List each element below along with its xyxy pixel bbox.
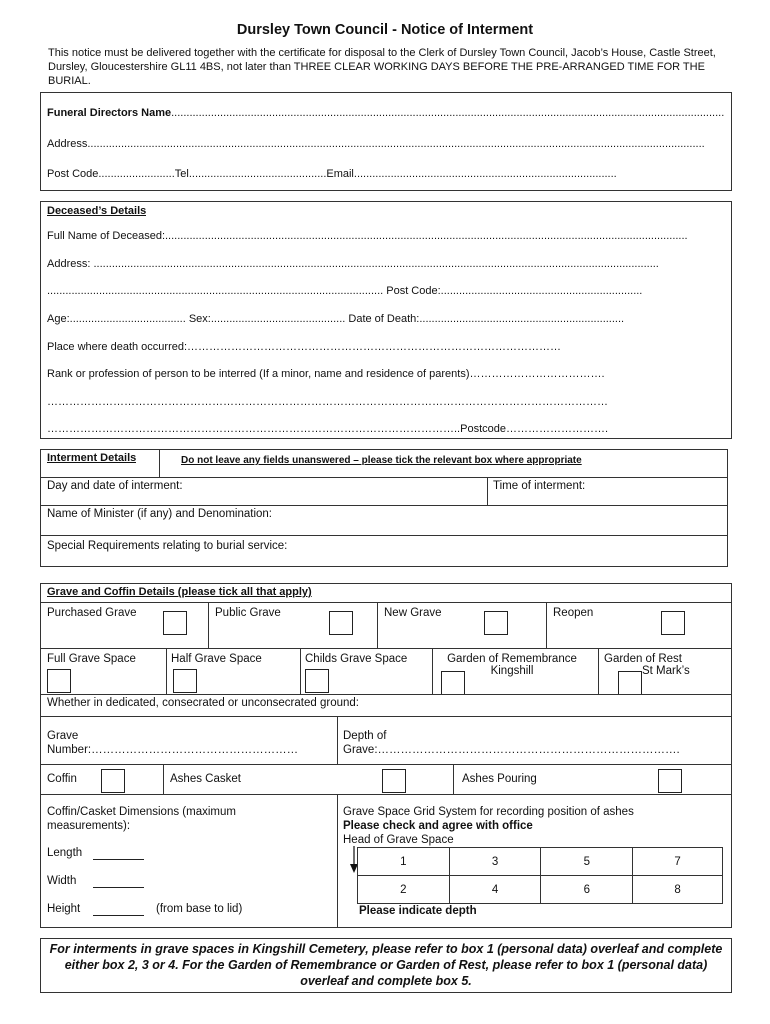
interment-warning: Do not leave any fields unanswered – please tick the relevant box where appropriate	[181, 455, 582, 466]
funeral-directors-box	[40, 92, 732, 191]
from-base-note: (from base to lid)	[156, 903, 243, 915]
half-grave-space-checkbox[interactable]	[173, 669, 197, 693]
grid-cell[interactable]: 5	[541, 848, 633, 876]
grid-cell[interactable]: 6	[541, 876, 633, 904]
rank-profession-field[interactable]: Rank or profession of person to be interred (If a minor, name and residence of parents)……………………………….	[47, 368, 605, 380]
length-field[interactable]	[47, 847, 82, 859]
interment-time-field[interactable]	[493, 480, 585, 492]
half-grave-space-label: Half Grave Space	[171, 653, 262, 665]
grave-number-field[interactable]: Grave Number:………………………………………………	[47, 730, 299, 756]
funeral-contact-field[interactable]: Post Code.........................Tel.............................................Email......................................................................................	[47, 168, 617, 180]
purchased-grave-checkbox[interactable]	[163, 611, 187, 635]
garden-of-remembrance-label: Garden of Remembrance Kingshill	[447, 653, 577, 677]
deceased-details-header: Deceased’s Details	[47, 205, 147, 217]
funeral-address-label: Address	[47, 138, 88, 150]
ashes-pouring-checkbox[interactable]	[658, 769, 682, 793]
childs-grave-space-label: Childs Grave Space	[305, 653, 408, 665]
width-field[interactable]	[47, 875, 76, 887]
funeral-tel-label: Tel	[174, 168, 189, 180]
interment-details-header: Interment Details	[47, 452, 137, 464]
garden-of-remembrance-checkbox[interactable]	[441, 671, 465, 695]
public-grave-label: Public Grave	[215, 607, 281, 619]
interment-time-label: Time of interment:	[493, 480, 586, 492]
footer-note: For interments in grave spaces in Kingshill Cemetery, please refer to box 1 (personal data) overleaf and complete either box 2, 3 or 4. For the Garden of Remembrance or Garden of Rest, please refer to box 1 (personal data) overleaf and complete box 5.	[49, 942, 723, 988]
funeral-postcode-label: Post Code	[47, 168, 99, 180]
interment-date-label: Day and date of interment:	[47, 480, 183, 492]
full-grave-space-checkbox[interactable]	[47, 669, 71, 693]
public-grave-checkbox[interactable]	[329, 611, 353, 635]
ground-type-label: Whether in dedicated, consecrated or unconsecrated ground:	[47, 697, 359, 709]
grave-depth-label: Depth of	[343, 730, 387, 742]
deceased-details-box	[40, 201, 732, 439]
place-of-death-field[interactable]: Place where death occurred:…………………………………………………………………………………………	[47, 341, 562, 353]
date-of-death-label: Date of Death:	[348, 313, 420, 325]
grid-cell[interactable]: 4	[449, 876, 541, 904]
ashes-position-grid	[357, 847, 723, 904]
purchased-grave-label: Purchased Grave	[47, 607, 137, 619]
ground-type-field[interactable]	[47, 697, 359, 709]
intro-text: This notice must be delivered together with the certificate for disposal to the Clerk of Dursley Town Council, Jacob’s House, Castle Street, Dursley, Gloucestershire GL11 4BS, not later than THREE CLEAR WORKING DAYS BEFORE THE PRE-ARRANGED TIME FOR THE BURIAL.	[48, 47, 716, 87]
new-grave-checkbox[interactable]	[484, 611, 508, 635]
grid-cell[interactable]: 1	[358, 848, 450, 876]
ashes-pouring-label: Ashes Pouring	[462, 773, 537, 785]
sex-label: Sex:	[188, 313, 211, 325]
deceased-postcode-label-2: Postcode	[460, 423, 506, 435]
deceased-postcode-field[interactable]: .............................................................................................................. Post Code:..................................................................	[47, 285, 643, 297]
new-grave-label: New Grave	[384, 607, 442, 619]
footer-box	[40, 938, 732, 993]
funeral-email-label: Email	[326, 168, 354, 180]
age-sex-dod-field[interactable]: Age:...................................... Sex:............................................ Date of Death:...................................................................	[47, 313, 625, 325]
grid-check-note: Please check and agree with office	[343, 820, 533, 832]
minister-label: Name of Minister (if any) and Denomination:	[47, 508, 272, 520]
coffin-dimensions-label: Coffin/Casket Dimensions (maximum measurements):	[47, 806, 236, 832]
grid-system-text	[343, 805, 634, 847]
ashes-casket-checkbox[interactable]	[382, 769, 406, 793]
grave-number-label: Grave	[47, 730, 79, 742]
full-name-field[interactable]: Full Name of Deceased:...........................................................................................................................................................................	[47, 230, 688, 242]
minister-field[interactable]	[47, 508, 272, 520]
deceased-postcode-line[interactable]: …………………………………………………………………………………………………..Postcode……………………….	[47, 423, 609, 435]
garden-of-rest-label: Garden of Rest St Mark’s	[604, 653, 690, 677]
width-label: Width	[47, 875, 77, 887]
length-label: Length	[47, 847, 83, 859]
reopen-label: Reopen	[553, 607, 594, 619]
deceased-address-field[interactable]: Address: .........................................................................................................................................................................................	[47, 258, 659, 270]
indicate-depth-note: Please indicate depth	[359, 905, 477, 917]
grid-cell[interactable]: 3	[449, 848, 541, 876]
interment-details-box	[40, 449, 728, 567]
childs-grave-space-checkbox[interactable]	[305, 669, 329, 693]
deceased-postcode-label: Post Code:	[386, 285, 441, 297]
garden-of-rest-checkbox[interactable]	[618, 671, 642, 695]
height-label: Height	[47, 903, 81, 915]
coffin-checkbox[interactable]	[101, 769, 125, 793]
funeral-directors-name-label: Funeral Directors Name	[47, 107, 172, 119]
place-of-death-label: Place where death occurred:	[47, 341, 188, 353]
age-label: Age:	[47, 313, 70, 325]
funeral-address-field[interactable]: Address..........................................................................................................................................................................................................	[47, 138, 705, 150]
special-requirements-label: Special Requirements relating to burial service:	[47, 540, 288, 552]
reopen-checkbox[interactable]	[661, 611, 685, 635]
funeral-directors-name-field[interactable]: Funeral Directors Name.....................................................................................................................................................................................	[47, 107, 725, 119]
full-name-label: Full Name of Deceased:	[47, 230, 165, 242]
ashes-casket-label: Ashes Casket	[170, 773, 241, 785]
grave-coffin-header: Grave and Coffin Details (please tick all that apply)	[47, 586, 312, 598]
full-grave-space-label: Full Grave Space	[47, 653, 136, 665]
grid-cell[interactable]: 7	[633, 848, 723, 876]
deceased-address-label: Address:	[47, 258, 91, 270]
grid-cell[interactable]: 2	[358, 876, 450, 904]
grid-cell[interactable]: 8	[633, 876, 723, 904]
grave-depth-field[interactable]: Depth of Grave:…………………………………………………………………….	[343, 730, 680, 756]
page-title: Dursley Town Council - Notice of Interment	[236, 22, 534, 38]
height-field[interactable]	[47, 903, 80, 915]
rank-profession-line-2[interactable]: ………………………………………………………………………………………………………………………………………	[47, 396, 608, 408]
grave-coffin-box	[40, 583, 732, 928]
coffin-label: Coffin	[47, 773, 77, 785]
rank-profession-label: Rank or profession of person to be interred (If a minor, name and residence of parents)	[47, 368, 470, 380]
special-requirements-field[interactable]	[47, 540, 287, 552]
grid-system-title: Grave Space Grid System for recording position of ashes	[343, 806, 634, 818]
interment-date-field[interactable]	[47, 480, 183, 492]
head-of-grave-label: Head of Grave Space	[343, 834, 454, 846]
